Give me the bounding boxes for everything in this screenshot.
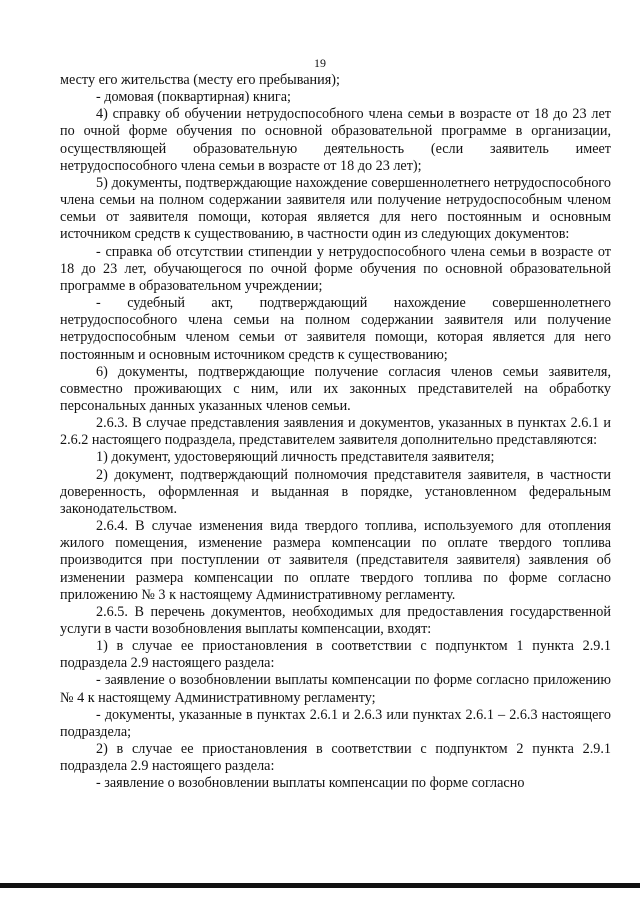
paragraph-2-6-3: 2.6.3. В случае представления заявления и документов, указанных в пунктах 2.6.1 и 2.6.2 настоящего подраздела, представителем заявителя дополнительно представляются: (60, 415, 611, 449)
paragraph-2-6-5-item-1: 1) в случае ее приостановления в соответствии с подпунктом 1 пункта 2.9.1 подраздела 2.9 настоящего раздела: (60, 638, 611, 672)
paragraph-2-6-5-item-2: 2) в случае ее приостановления в соответствии с подпунктом 2 пункта 2.9.1 подраздела 2.9 настоящего раздела: (60, 741, 611, 775)
document-body (60, 72, 611, 793)
paragraph-court-decision: - судебный акт, подтверждающий нахождение совершеннолетнего нетрудоспособного члена семьи на полном содержании заявителя или получение нетрудоспособным членом семьи от заявителя помощи, которая является для него постоянным и основным источником средств к существованию; (60, 295, 611, 363)
paragraph-stipend-certificate: - справка об отсутствии стипендии у нетрудоспособного члена семьи в возрасте от 18 до 23 лет, обучающегося по очной форме обучения по основной образовательной программе в образовательном учреждении; (60, 243, 611, 294)
paragraph-house-book: - домовая (поквартирная) книга; (96, 89, 291, 106)
paragraph-item-5-support-documents: 5) документы, подтверждающие нахождение совершеннолетнего нетрудоспособного члена семьи на полном содержании заявителя или получение нетрудоспособным членом семьи от заявителя помощи, которая является для него постоянным и основным источником средств к существованию, в частности один из следующих документов: (60, 174, 611, 243)
paragraph-residence-continuation: месту его жительства (месту его пребывания); (60, 72, 340, 88)
paragraph-2-6-5: 2.6.5. В перечень документов, необходимых для предоставления государственной услуги в части возобновления выплаты компенсации, входят: (60, 603, 611, 637)
paragraph-documents-2-6-1: - документы, указанные в пунктах 2.6.1 и 2.6.3 или пунктах 2.6.1 – 2.6.3 настоящего подраздела; (60, 706, 611, 740)
paragraph-application-continued: - заявление о возобновлении выплаты компенсации по форме согласно (96, 775, 525, 792)
paragraph-2-6-3-item-1: 1) документ, удостоверяющий личность представителя заявителя; (96, 449, 495, 466)
paragraph-item-6-consent: 6) документы, подтверждающие получение согласия членов семьи заявителя, совместно проживающих с ним, или их законных представителей на обработку персональных данных указанных членов семьи. (60, 363, 611, 414)
paragraph-item-4-study-certificate: 4) справку об обучении нетрудоспособного члена семьи в возрасте от 18 до 23 лет по очной форме обучения по основной образовательной программе в организации, осуществляющей образовательную деятельность (если заявитель имеет нетрудоспособного члена семьи в возрасте от 18 до 23 лет); (60, 106, 611, 174)
page-bottom-rule (0, 883, 640, 888)
paragraph-application-annex-4: - заявление о возобновлении выплаты компенсации по форме согласно приложению № 4 к настоящему Административному регламенту; (60, 672, 611, 706)
page-number: 19 (314, 56, 326, 70)
paragraph-2-6-3-item-2: 2) документ, подтверждающий полномочия представителя заявителя, в частности доверенность, оформленная и выданная в порядке, установленном федеральным законодательством. (60, 466, 611, 517)
paragraph-2-6-4: 2.6.4. В случае изменения вида твердого топлива, используемого для отопления жилого помещения, изменение размера компенсации по оплате твердого топлива производится при поступлении от заявителя (представителя заявителя) заявления об изменении размера компенсации по оплате твердого топлива по форме согласно приложению № 3 к настоящему Административному регламенту. (60, 518, 611, 603)
